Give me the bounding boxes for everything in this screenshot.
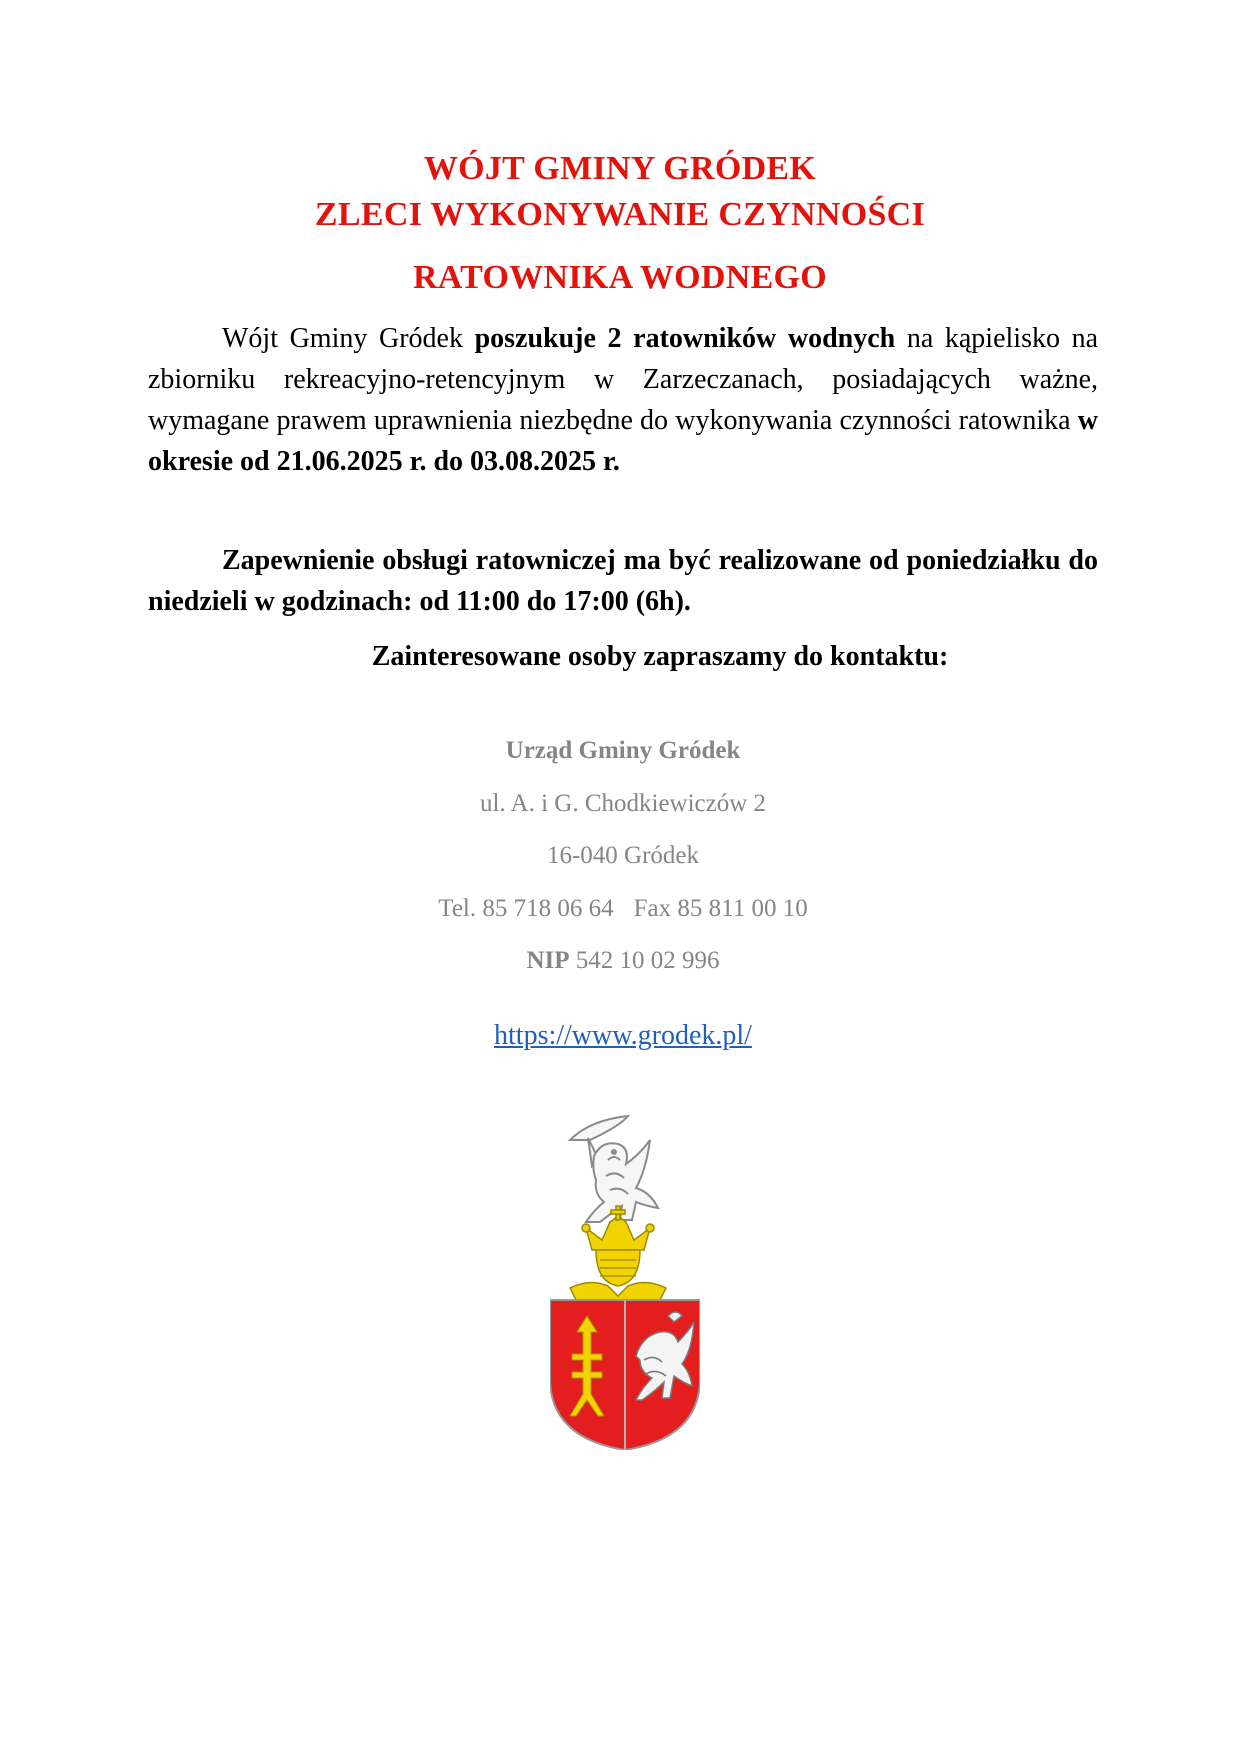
crest-griffin-icon — [570, 1116, 658, 1222]
website-line — [0, 1020, 1240, 1052]
shield-icon — [550, 1300, 700, 1450]
office-phone: Tel. 85 718 06 64 — [438, 895, 614, 922]
nip-label: NIP — [526, 947, 570, 974]
page-title-line-3: RATOWNIKA WODNEGO — [412, 259, 828, 296]
page-title-line-2: ZLECI WYKONYWANIE CZYNNOŚCI — [314, 196, 926, 233]
paragraph-text-details: na kąpielisko na zbiorniku rekreacyjno-retencyjnym w Zarzeczanach, posiadających ważne, wymagane prawem uprawnienia niezbędne do wykonywania czynności ratownika — [148, 323, 1098, 436]
announcement-paragraph — [148, 318, 1098, 482]
office-street: ul. A. i G. Chodkiewiczów 2 — [479, 790, 767, 817]
office-name: Urząd Gminy Gródek — [505, 737, 741, 764]
office-phone-fax — [0, 895, 1240, 923]
helmet-icon — [570, 1250, 666, 1300]
office-nip — [0, 947, 1240, 975]
nip-value: 542 10 02 996 — [569, 947, 720, 974]
paragraph-text-search-bold: poszukuje 2 ratowników wodnych — [474, 323, 896, 354]
office-city: 16-040 Gródek — [546, 842, 700, 869]
paragraph-text-period-bold: w okresie od 21.06.2025 r. do 03.08.2025 r. — [148, 405, 1098, 477]
website-link[interactable]: https://www.grodek.pl/ — [494, 1020, 752, 1051]
schedule-paragraph — [148, 540, 1098, 622]
office-fax: Fax 85 811 00 10 — [633, 895, 808, 922]
page-title-line-1: WÓJT GMINY GRÓDEK — [423, 150, 817, 187]
paragraph-text-intro: Wójt Gminy Gródek — [222, 323, 475, 354]
coat-of-arms-icon — [550, 1110, 700, 1450]
schedule-text: Zapewnienie obsługi ratowniczej ma być realizowane od poniedziałku do niedzieli w godzinach: od 11:00 do 17:00 (6h). — [148, 545, 1098, 617]
contact-invitation: Zainteresowane osoby zapraszamy do kontaktu: — [371, 641, 949, 672]
